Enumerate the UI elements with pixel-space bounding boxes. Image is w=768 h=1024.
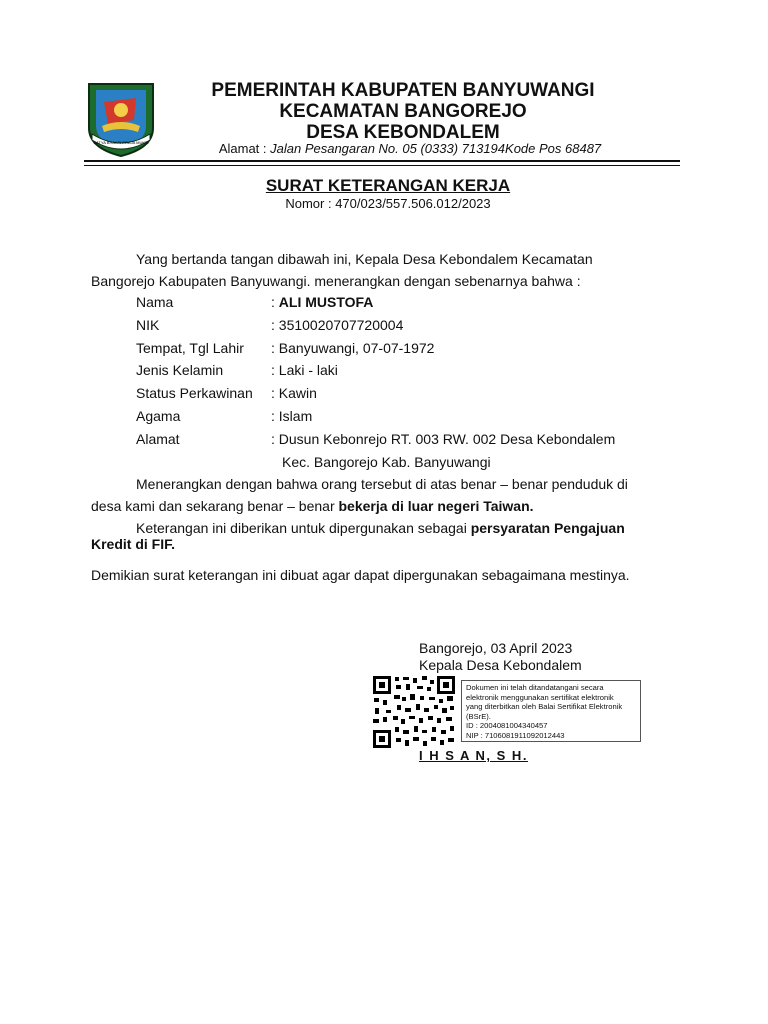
field-label-religion: Agama (136, 408, 181, 424)
header-rule-thin (84, 165, 680, 166)
header-government: PEMERINTAH KABUPATEN BANYUWANGI (211, 80, 595, 101)
field-value-address: : Dusun Kebonrejo RT. 003 RW. 002 Desa Kebondalem (271, 431, 616, 447)
intro-line-1: Yang bertanda tangan dibawah ini, Kepala Desa Kebondalem Kecamatan (136, 251, 593, 267)
notice-line: Dokumen ini telah ditandatangani secara (466, 683, 604, 692)
field-label-address: Alamat (136, 431, 180, 447)
closing-paragraph: Demikian surat keterangan ini dibuat agar dapat dipergunakan sebagaimana mestinya. (91, 567, 630, 583)
letter-title: SURAT KETERANGAN KERJA (265, 176, 511, 195)
para3-line-2: Kredit di FIF. (91, 536, 175, 552)
svg-text:SATYA BHAKTI PRAJA MUKTI: SATYA BHAKTI PRAJA MUKTI (93, 140, 149, 145)
notice-line: (BSrE). (466, 711, 491, 721)
para3-line-1: Keterangan ini diberikan untuk dipergunakan sebagai persyaratan Pengajuan (136, 520, 625, 536)
header-district: KECAMATAN BANGOREJO (279, 101, 527, 122)
para2-line-2: desa kami dan sekarang benar – benar bekerja di luar negeri Taiwan. (91, 498, 534, 514)
notice-line: elektronik menggunakan sertifikat elektronik (466, 692, 614, 702)
notice-line: ID : 2004081004340457 (466, 721, 548, 731)
header-address: Alamat : Jalan Pesangaran No. 05 (0333) 713194Kode Pos 68487 (218, 141, 602, 156)
field-value-religion: : Islam (271, 408, 313, 424)
qr-code-icon (372, 675, 456, 749)
regency-logo-icon (84, 80, 158, 158)
signature-place-date: Bangorejo, 03 April 2023 (419, 640, 573, 656)
field-label-nik: NIK (136, 317, 160, 333)
field-label-nama: Nama (136, 294, 174, 310)
header-village: DESA KEBONDALEM (306, 122, 500, 143)
para2-line-1: Menerangkan dengan bahwa orang tersebut di atas benar – benar penduduk di (136, 476, 628, 492)
signature-position: Kepala Desa Kebondalem (419, 657, 582, 673)
field-value-address-cont: Kec. Bangorejo Kab. Banyuwangi (282, 454, 491, 470)
field-label-birth: Tempat, Tgl Lahir (136, 340, 244, 356)
field-value-nik: : 3510020707720004 (271, 317, 404, 333)
intro-line-2: Bangorejo Kabupaten Banyuwangi. menerangkan dengan sebenarnya bahwa : (91, 273, 581, 289)
header-rule-thick (84, 160, 680, 162)
field-value-nama: : ALI MUSTOFA (271, 294, 374, 310)
field-value-birth: : Banyuwangi, 07-07-1972 (271, 340, 435, 356)
field-label-gender: Jenis Kelamin (136, 362, 224, 378)
field-label-marital: Status Perkawinan (136, 385, 253, 401)
field-value-marital: : Kawin (271, 385, 317, 401)
signer-name: I H S A N, S H. (419, 748, 528, 763)
letter-number: Nomor : 470/023/557.506.012/2023 (285, 196, 491, 211)
electronic-signature-notice (461, 680, 641, 742)
field-value-gender: : Laki - laki (271, 362, 338, 378)
notice-line: NIP : 7106081911092012443 (466, 730, 565, 740)
notice-line: yang diterbitkan oleh Balai Sertifikat Elektronik (466, 702, 623, 712)
